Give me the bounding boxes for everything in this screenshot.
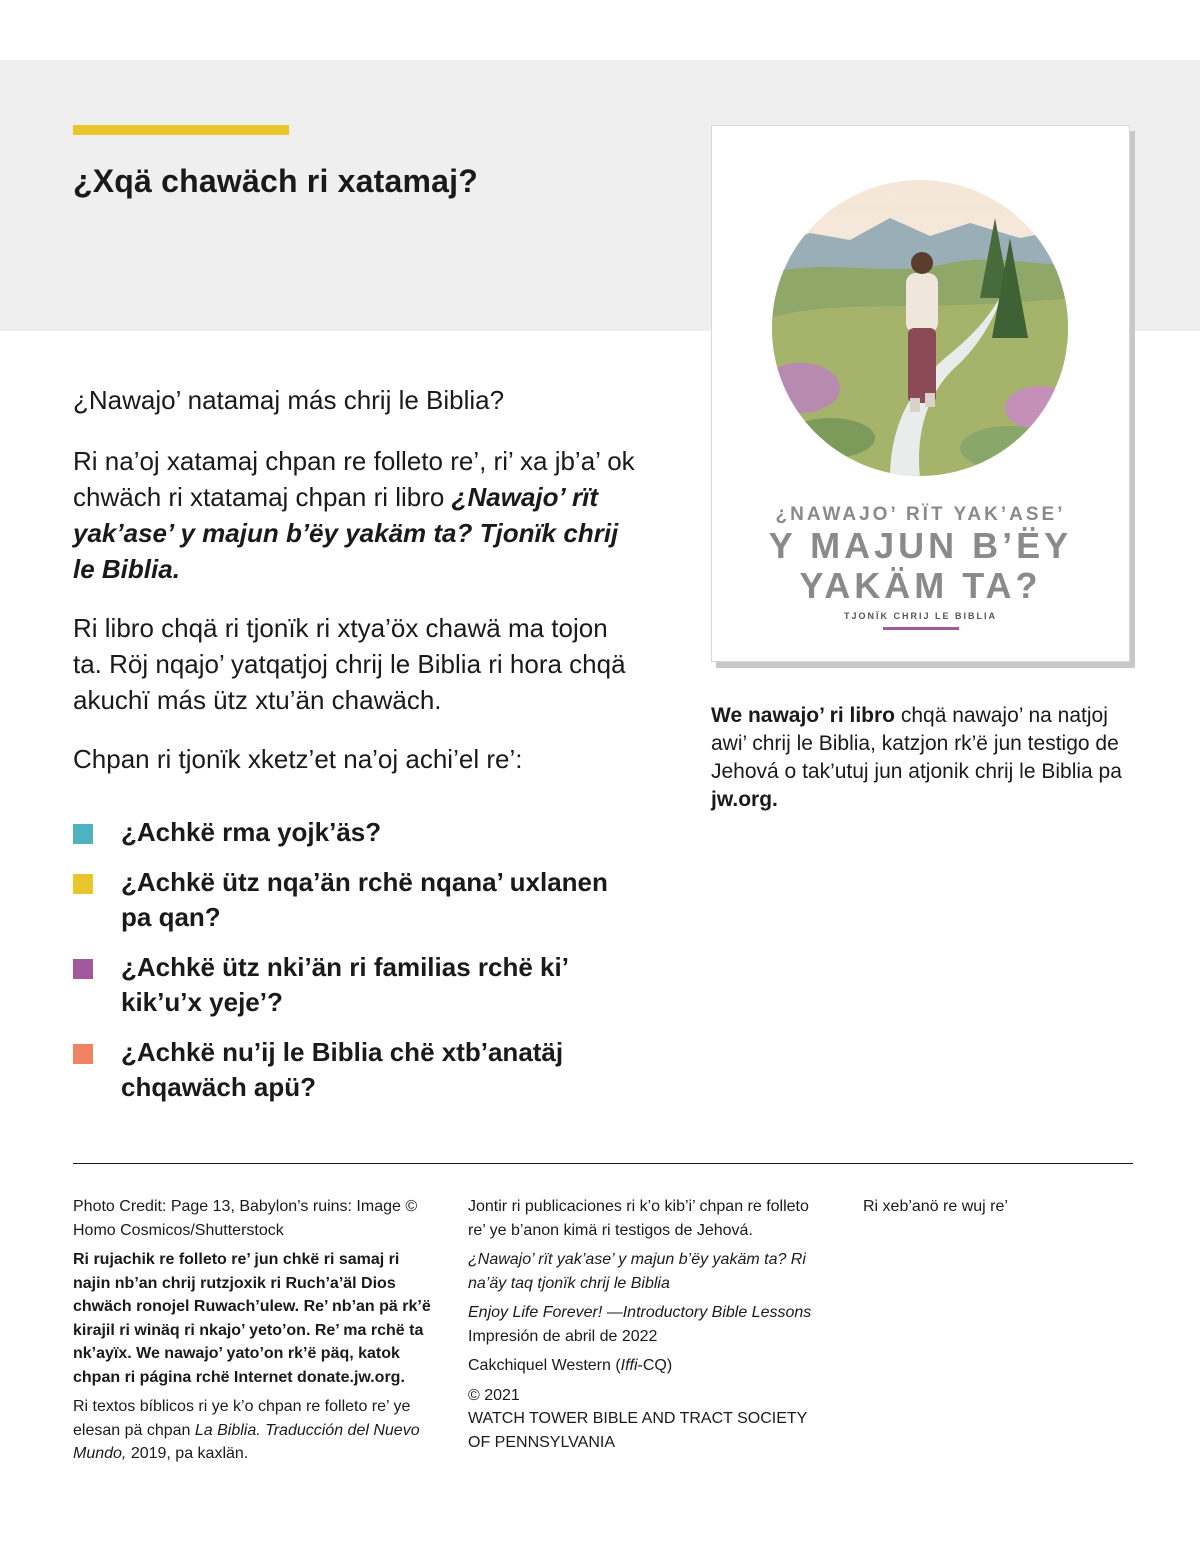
intro-paragraph-3-text: Ri libro chqä ri tjonïk ri xtya’öx chawä ma tojon ta. Röj nqajo’ yatqatjoj chrij le Biblia ri hora chqä akuchï más ütz xtu’än chawäch. bbox=[73, 613, 626, 715]
book-cover-subtitle: TJONÏK CHRIJ LE BIBLIA bbox=[843, 611, 997, 621]
footer-column-3 bbox=[863, 1195, 1133, 1225]
topic-text: ¿Achkë ütz nqa’än rchë nqana’ uxlanen pa qan? bbox=[121, 867, 608, 932]
topic-text: ¿Achkë nu’ij le Biblia chë xtb’anatäj chqawäch apü? bbox=[121, 1037, 564, 1102]
orange-square-icon bbox=[73, 1044, 93, 1064]
topic-list bbox=[73, 815, 613, 1120]
photo-credit: Photo Credit: Page 13, Babylon’s ruins: Image © Homo Cosmicos/Shutterstock bbox=[73, 1198, 418, 1239]
footer-column-1 bbox=[73, 1195, 433, 1472]
english-title-text: Enjoy Life Forever! —Introductory Bible Lessons bbox=[468, 1304, 812, 1321]
bible-translation-title: La Biblia. Traducción del Nuevo Mundo, bbox=[73, 1421, 420, 1462]
request-book-note bbox=[711, 702, 1131, 814]
publications-notice: Jontir ri publicaciones ri k’o kib’i’ chpan re folleto re’ ye b’anon kimä ri testigos de Jehová. bbox=[468, 1198, 809, 1239]
publisher-label: Ri xeb’anö re wuj re’ bbox=[863, 1198, 1008, 1215]
intro-paragraph-3 bbox=[73, 610, 643, 718]
topic-item bbox=[73, 1035, 613, 1105]
intro-paragraph-2-text: Ri na’oj xatamaj chpan re folleto re’, ri’ xa jb’a’ ok chwäch ri xtatamaj chpan ri libro bbox=[73, 446, 635, 512]
yellow-square-icon bbox=[73, 874, 93, 894]
book-cover-line-2: Y MAJUN B’ËY bbox=[768, 525, 1073, 566]
intro-paragraph-2 bbox=[73, 443, 643, 587]
english-book-title bbox=[468, 1301, 828, 1325]
purple-square-icon bbox=[73, 959, 93, 979]
intro-paragraph-1: ¿Nawajo’ natamaj más chrij le Biblia? bbox=[73, 385, 505, 415]
topic-text: ¿Achkë rma yojk’äs? bbox=[121, 817, 382, 847]
teal-square-icon bbox=[73, 824, 93, 844]
copyright-year: © 2021 bbox=[468, 1386, 520, 1404]
donation-notice: Ri rujachik re folleto re’ jun chkë ri samaj ri najin nb’an chrij rutzjoxik ri Ruch’a’äl Dios chwäch ronojel Ruwach’ulew. Re’ nb’an pä rk’ë kirajil ri winäq ri nkajo’ yeto’on. Re’ ma rchë ta nk’ayïx. We nawajo’ yato’on rk’ë päq, katok chpan ri página rchë Internet donate.jw.org. bbox=[73, 1251, 431, 1386]
bible-texts-notice-end: 2019, pa kaxlän. bbox=[126, 1445, 249, 1462]
topic-item bbox=[73, 950, 613, 1020]
topic-item bbox=[73, 865, 613, 935]
book-cover-line-3: YAKÄM TA? bbox=[799, 565, 1042, 606]
landscape-illustration-icon bbox=[770, 178, 1070, 478]
jw-org-link[interactable]: jw.org. bbox=[711, 788, 778, 811]
book-cover-underline bbox=[883, 627, 959, 630]
intro-question bbox=[73, 382, 643, 418]
request-book-note-body: chqä nawajo’ na natjoj awi’ chrij le Biblia, katzjon rk’ë jun testigo de Jehová o tak’utuj jun atjonik chrij le Biblia pa bbox=[711, 704, 1122, 783]
language-name: Cakchiquel Western ( bbox=[468, 1357, 621, 1374]
request-book-note-lead: We nawajo’ ri libro bbox=[711, 704, 895, 727]
footer-divider bbox=[73, 1163, 1133, 1164]
intro-paragraph-4-text: Chpan ri tjonïk xketz’et na’oj achi’el re’: bbox=[73, 744, 523, 774]
topic-text: ¿Achkë ütz nki’än ri familias rchë ki’ kik’u’x yeje’? bbox=[121, 952, 568, 1017]
topic-item bbox=[73, 815, 613, 850]
book-title-inline: ¿Nawajo’ rït yak’ase’ y majun b’ëy yakäm ta? Tjonïk chrij le Biblia. bbox=[73, 482, 619, 584]
bible-texts-notice-text: Ri textos bíblicos ri ye k’o chpan re folleto re’ ye elesan pä chpan bbox=[73, 1398, 411, 1439]
printing-date: Impresión de abril de 2022 bbox=[468, 1327, 658, 1345]
language-label bbox=[468, 1354, 828, 1378]
footer-column-2 bbox=[468, 1195, 828, 1460]
publisher-name: WATCH TOWER BIBLE AND TRACT SOCIETY OF PENNSYLVANIA bbox=[468, 1410, 808, 1451]
accent-bar bbox=[73, 125, 289, 135]
page-title: ¿Xqä chawäch ri xatamaj? bbox=[73, 163, 478, 199]
book-cover bbox=[711, 125, 1130, 662]
language-suffix: -CQ) bbox=[637, 1357, 673, 1374]
intro-paragraph-4 bbox=[73, 741, 643, 777]
book-cover-line-1: ¿NAWAJO’ RÏT YAK’ASE’ bbox=[775, 504, 1066, 525]
bible-texts-notice bbox=[73, 1395, 433, 1466]
language-code: Iffi bbox=[620, 1357, 638, 1374]
local-book-title: ¿Nawajo’ rït yak’ase’ y majun b’ëy yakäm ta? Ri na’äy taq tjonïk chrij le Biblia bbox=[468, 1251, 806, 1292]
